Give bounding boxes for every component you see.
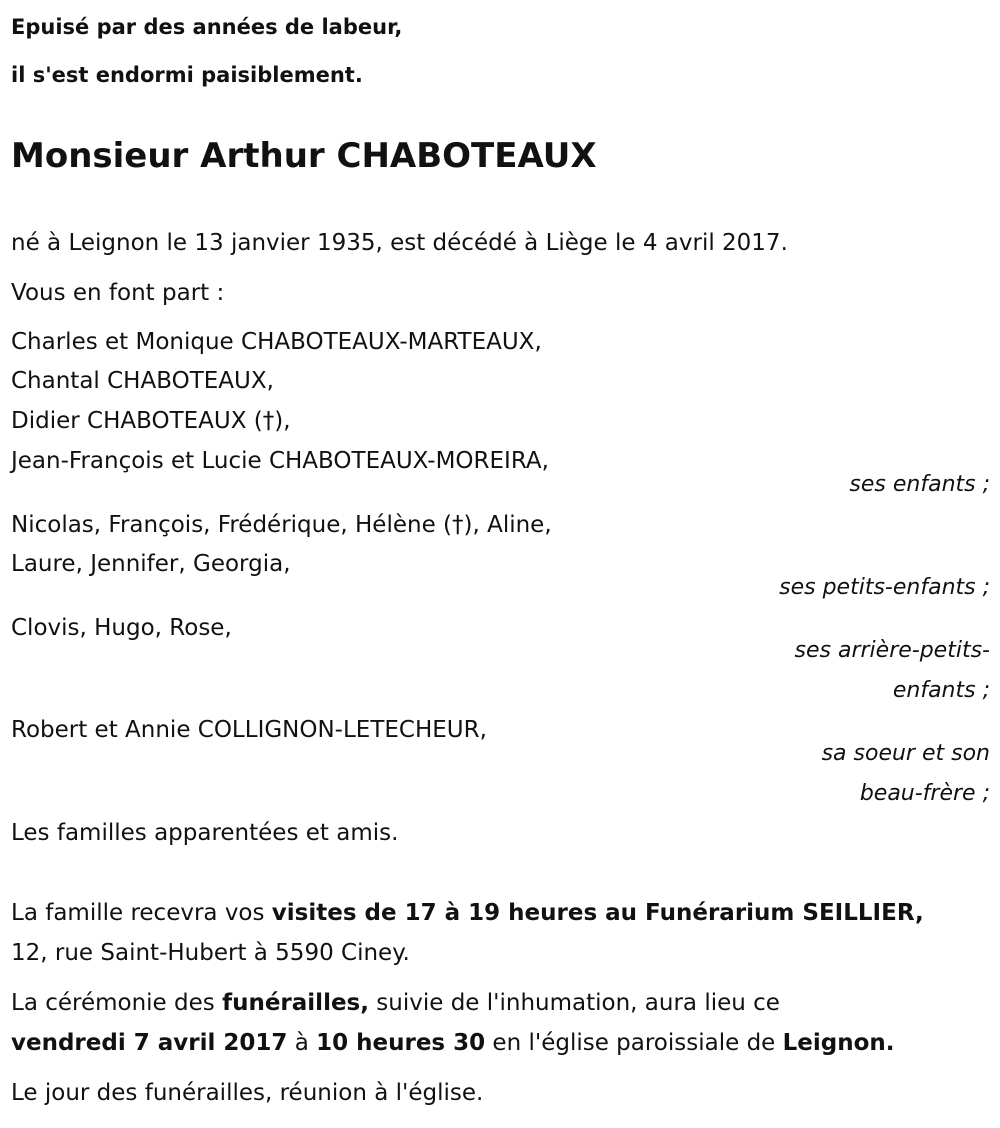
ceremony-date: vendredi 7 avril 2017 [11,1030,288,1056]
ceremony-line-2 [11,1028,895,1058]
deceased-name: Monsieur Arthur CHABOTEAUX [11,136,597,176]
ceremony-text: à [287,1030,317,1056]
ceremony-text: suivie de l'inhumation, aura lieu ce [368,990,780,1016]
ceremony-funerailles: funérailles, [222,990,369,1016]
grandchildren-relation: ses petits-enfants ; [779,575,990,600]
ceremony-text: La cérémonie des [11,990,223,1016]
ceremony-line-1 [11,988,780,1018]
visits-address: 12, rue Saint-Hubert à 5590 Ciney. [11,940,410,966]
meeting-line: Le jour des funérailles, réunion à l'église. [11,1080,484,1106]
sibling-relation: beau-frère ; [859,781,990,806]
grandchild-names: Laure, Jennifer, Georgia, [11,551,291,577]
visits-details: visites de 17 à 19 heures au Funérarium SEILLIER, [271,900,924,926]
birth-death-line: né à Leignon le 13 janvier 1935, est décédé à Liège le 4 avril 2017. [11,230,788,256]
ceremony-place: Leignon. [782,1030,895,1056]
intro-line-2: il s'est endormi paisiblement. [11,63,363,87]
announce-line: Vous en font part : [11,280,225,306]
great-grandchildren-relation: ses arrière-petits- [794,638,990,663]
intro-line-1: Epuisé par des années de labeur, [11,15,403,39]
visits-prefix: La famille recevra vos [11,900,272,926]
great-grandchildren-relation: enfants ; [892,678,990,703]
great-grandchild-names: Clovis, Hugo, Rose, [11,615,232,641]
child-name: Didier CHABOTEAUX (†), [11,408,291,434]
child-name: Charles et Monique CHABOTEAUX-MARTEAUX, [11,329,542,355]
grandchild-names: Nicolas, François, Frédérique, Hélène (†), Aline, [11,512,552,538]
visits-line [11,898,924,928]
sibling-relation: sa soeur et son [821,741,990,766]
ceremony-time: 10 heures 30 [316,1030,486,1056]
child-name: Jean-François et Lucie CHABOTEAUX-MOREIRA, [11,448,549,474]
sibling-names: Robert et Annie COLLIGNON-LETECHEUR, [11,717,487,743]
child-name: Chantal CHABOTEAUX, [11,368,274,394]
families-line: Les familles apparentées et amis. [11,820,399,846]
ceremony-text: en l'église paroissiale de [485,1030,783,1056]
children-relation: ses enfants ; [849,472,990,497]
